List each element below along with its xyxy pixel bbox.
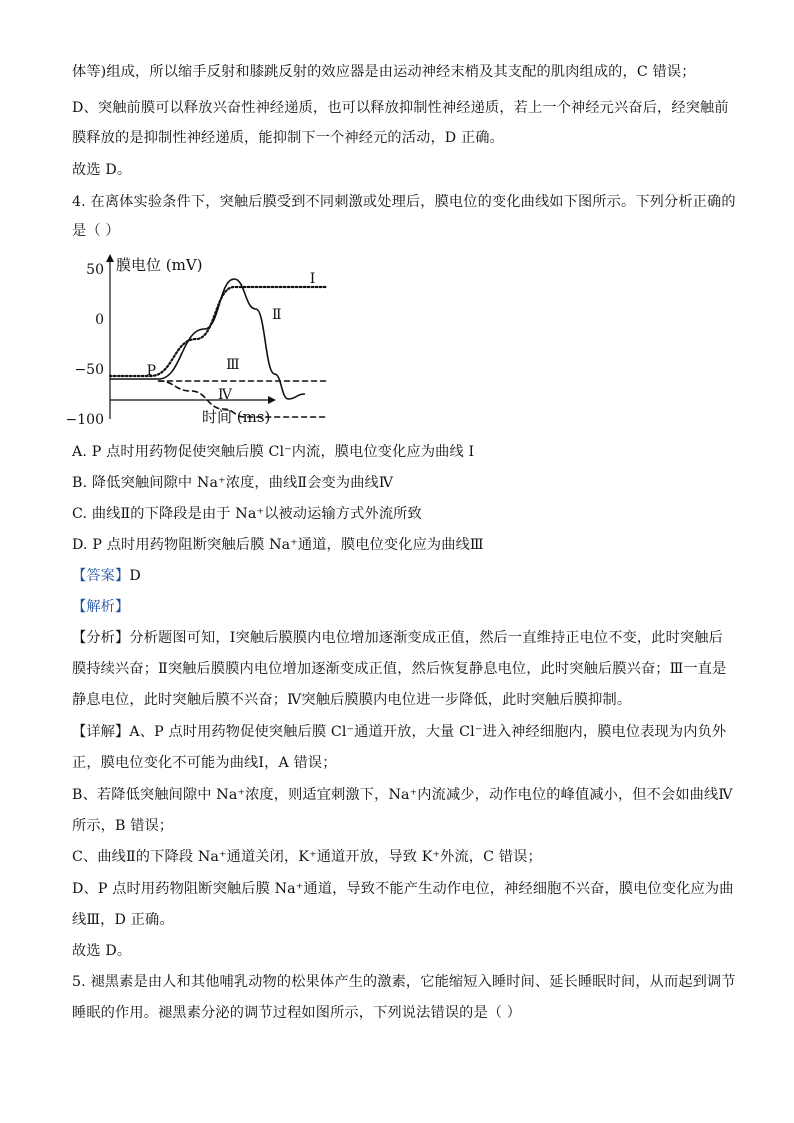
q4-option-c: C. 曲线Ⅱ的下降段是由于 Na⁺以被动运输方式外流所致: [72, 506, 422, 522]
q4-detail-line-1: [72, 722, 732, 742]
y-tick-label: −100: [65, 412, 104, 428]
analysis-text-1: 分析题图可知，Ⅰ突触后膜膜内电位增加逐渐变成正值，然后一直维持正电位不变，此时突触后: [129, 630, 723, 646]
prev-conclusion: 故选 D。: [72, 162, 132, 178]
q4-conclusion: 故选 D。: [72, 943, 132, 959]
point-p-label: P: [146, 363, 157, 379]
q4-stem-line-1: 4. 在离体实验条件下，突触后膜受到不同刺激或处理后，膜电位的变化曲线如下图所示。下列分析正确的: [72, 194, 736, 210]
prev-analysis-line-2: D、突触前膜可以释放兴奋性神经递质，也可以释放抑制性神经递质，若上一个神经元兴奋后，经突触前: [72, 100, 729, 116]
y-tick-label: 50: [86, 262, 104, 278]
q4-stem-line-2: 是（ ）: [72, 223, 120, 239]
q4-detail-line-2: 正，膜电位变化不可能为曲线Ⅰ，A 错误；: [72, 755, 337, 771]
q4-analysis-line-3: 静息电位，此时突触后膜不兴奋；Ⅳ突触后膜膜内电位进一步降低，此时突触后膜抑制。: [72, 692, 632, 708]
x-axis-arrow: [268, 396, 276, 404]
y-tick-label: 0: [95, 312, 104, 328]
answer-value: D: [129, 568, 141, 584]
q5-stem-line-1: 5. 褪黑素是由人和其他哺乳动物的松果体产生的激素，它能缩短入睡时间、延长睡眠时间，从而起到调节: [72, 974, 736, 990]
q4-answer: [72, 566, 732, 586]
q4-option-a: A. P 点时用药物促使突触后膜 Cl⁻内流，膜电位变化应为曲线 I: [72, 444, 475, 460]
q4-detail-line-7: 线Ⅲ，D 正确。: [72, 912, 174, 928]
answer-tag: 【答案】: [72, 568, 130, 584]
y-tick-label: −50: [74, 362, 104, 378]
q4-option-d: D. P 点时用药物阻断突触后膜 Na⁺通道，膜电位变化应为曲线Ⅲ: [72, 537, 484, 553]
analysis-tag: 【分析】: [72, 630, 130, 646]
q4-detail-line-3: B、若降低突触间隙中 Na⁺浓度，则适宜刺激下，Na⁺内流减少，动作电位的峰值减小，但不会如曲线Ⅳ: [72, 787, 733, 803]
y-axis-arrow: [106, 254, 114, 262]
prev-analysis-line-1: 体等)组成，所以缩手反射和膝跳反射的效应器是由运动神经末梢及其支配的肌肉组成的，C 错误；: [72, 64, 696, 80]
prev-analysis-line-3: 膜释放的是抑制性神经递质，能抑制下一个神经元的活动，D 正确。: [72, 130, 504, 146]
q4-analysis-line-2: 膜持续兴奋；Ⅱ突触后膜膜内电位增加逐渐变成正值，然后恢复静息电位，此时突触后膜兴奋；Ⅲ一直是: [72, 661, 727, 677]
q4-explain-tag: [72, 597, 732, 617]
q4-analysis-line-1: [72, 628, 732, 648]
series-label-1: I: [309, 271, 316, 287]
q4-detail-line-4: 所示，B 错误；: [72, 818, 174, 834]
q4-option-b: B. 降低突触间隙中 Na⁺浓度，曲线Ⅱ会变为曲线Ⅳ: [72, 475, 394, 491]
series-label-4: Ⅳ: [218, 387, 232, 403]
q4-detail-line-5: C、曲线Ⅱ的下降段 Na⁺通道关闭，K⁺通道开放，导致 K⁺外流，C 错误；: [72, 849, 542, 865]
series-curve-1: [110, 287, 326, 376]
membrane-potential-chart: [60, 250, 316, 430]
x-axis-label: 时间 (ms): [202, 408, 271, 426]
y-axis-label: 膜电位 (mV): [116, 256, 203, 274]
detail-text-1: A、P 点时用药物促使突触后膜 Cl⁻通道开放，大量 Cl⁻进入神经细胞内，膜电位表现为内负外: [129, 724, 727, 740]
series-label-3: Ⅲ: [226, 357, 240, 373]
detail-tag: 【详解】: [72, 724, 130, 740]
series-label-2: Ⅱ: [272, 307, 282, 323]
q5-stem-line-2: 睡眠的作用。褪黑素分泌的调节过程如图所示，下列说法错误的是（ ）: [72, 1005, 522, 1021]
explain-tag: 【解析】: [72, 599, 130, 615]
q4-detail-line-6: D、P 点时用药物阻断突触后膜 Na⁺通道，导致不能产生动作电位，神经细胞不兴奋，膜电位变化应为曲: [72, 881, 734, 897]
